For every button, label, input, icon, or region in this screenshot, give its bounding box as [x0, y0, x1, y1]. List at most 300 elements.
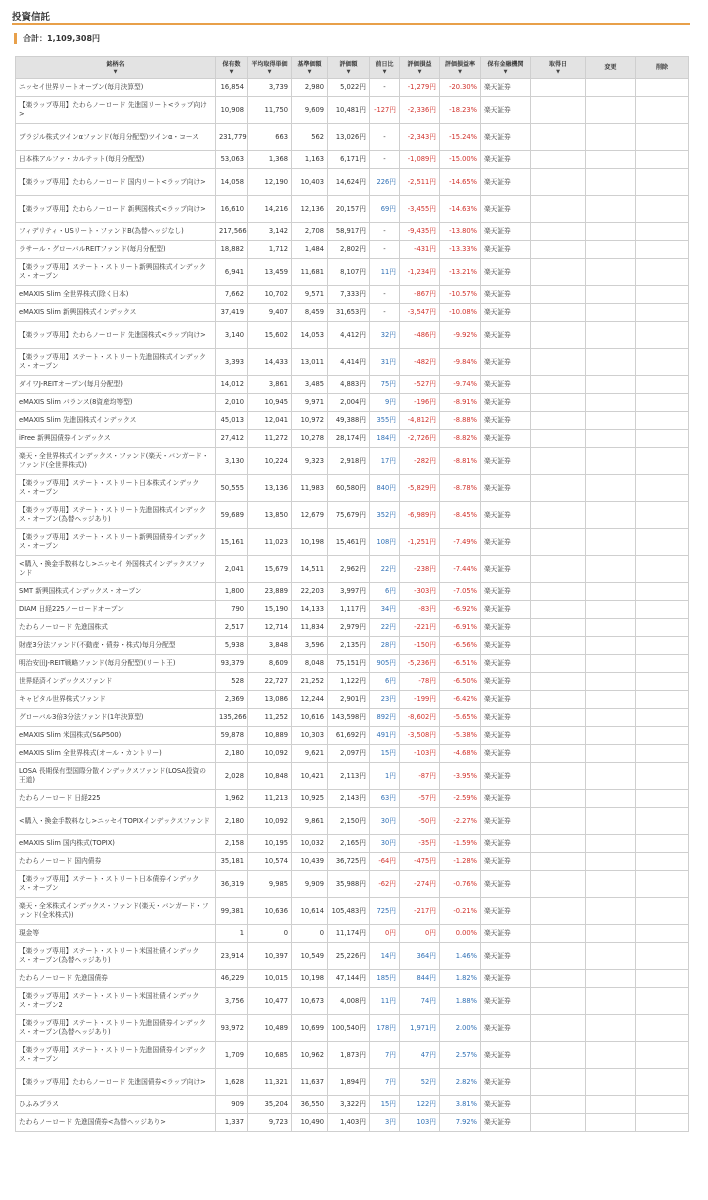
day-change-cell: -: [370, 223, 400, 241]
pl-cell: 844円: [400, 970, 440, 988]
table-row: [16, 394, 689, 412]
quantity-cell: 18,882: [216, 241, 248, 259]
pl-cell: -274円: [400, 871, 440, 898]
quantity-cell: 2,041: [216, 556, 248, 583]
col-header-institution[interactable]: [481, 57, 531, 79]
col-header-day-change[interactable]: [370, 57, 400, 79]
day-change-cell: -: [370, 124, 400, 151]
quantity-cell: 14,012: [216, 376, 248, 394]
nav-cell: 10,032: [292, 835, 328, 853]
day-change-cell: 9円: [370, 394, 400, 412]
value-cell: 36,725円: [328, 853, 370, 871]
day-change-cell: 15円: [370, 745, 400, 763]
col-header-name[interactable]: [16, 57, 216, 79]
day-change-cell: 15円: [370, 1096, 400, 1114]
pl-cell: -238円: [400, 556, 440, 583]
quantity-cell: 231,779: [216, 124, 248, 151]
sort-down-icon[interactable]: ▼: [458, 69, 462, 75]
table-row: [16, 691, 689, 709]
day-change-cell: 63円: [370, 790, 400, 808]
pl-rate-cell: -5.65%: [440, 709, 481, 727]
nav-cell: 10,614: [292, 898, 328, 925]
table-row: [16, 619, 689, 637]
pl-rate-cell: 1.82%: [440, 970, 481, 988]
institution-cell: 楽天証券: [481, 943, 531, 970]
fund-name-cell: 【楽ラップ専用】ステート・ストリート日本債券インデックス・オープン: [16, 871, 216, 898]
nav-cell: 2,708: [292, 223, 328, 241]
delete-cell: [636, 790, 689, 808]
edit-cell: [586, 871, 636, 898]
nav-cell: 1,163: [292, 151, 328, 169]
nav-cell: 10,439: [292, 853, 328, 871]
edit-cell: [586, 286, 636, 304]
fund-name-cell: eMAXIS Slim 国内株式(TOPIX): [16, 835, 216, 853]
day-change-cell: 17円: [370, 448, 400, 475]
pl-cell: -2,511円: [400, 169, 440, 196]
table-row: [16, 286, 689, 304]
fund-name-cell: <購入・換金手数料なし>ニッセイ 外国株式インデックスファンド: [16, 556, 216, 583]
institution-cell: 楽天証券: [481, 637, 531, 655]
col-header-pl-rate[interactable]: [440, 57, 481, 79]
avg-cost-cell: 663: [248, 124, 292, 151]
table-row: [16, 790, 689, 808]
pl-rate-cell: 7.92%: [440, 1114, 481, 1132]
day-change-cell: 22円: [370, 556, 400, 583]
avg-cost-cell: 13,459: [248, 259, 292, 286]
nav-cell: 12,136: [292, 196, 328, 223]
value-cell: 13,026円: [328, 124, 370, 151]
quantity-cell: 3,393: [216, 349, 248, 376]
pl-cell: -9,435円: [400, 223, 440, 241]
pl-rate-cell: 2.00%: [440, 1015, 481, 1042]
avg-cost-cell: 11,023: [248, 529, 292, 556]
fund-name-cell: 財産3分法ファンド(不動産・債券・株式)毎月分配型: [16, 637, 216, 655]
quantity-cell: 93,379: [216, 655, 248, 673]
avg-cost-cell: 3,142: [248, 223, 292, 241]
avg-cost-cell: 22,727: [248, 673, 292, 691]
nav-cell: 10,616: [292, 709, 328, 727]
pl-cell: -199円: [400, 691, 440, 709]
avg-cost-cell: 13,850: [248, 502, 292, 529]
delete-cell: [636, 871, 689, 898]
fund-name-cell: eMAXIS Slim 米国株式(S&P500): [16, 727, 216, 745]
nav-cell: 9,909: [292, 871, 328, 898]
delete-cell: [636, 1015, 689, 1042]
avg-cost-cell: 9,723: [248, 1114, 292, 1132]
day-change-cell: 14円: [370, 943, 400, 970]
institution-cell: 楽天証券: [481, 259, 531, 286]
fund-name-cell: たわらノーロード 先進国債券<為替ヘッジあり>: [16, 1114, 216, 1132]
col-header-value[interactable]: [328, 57, 370, 79]
pl-cell: 0円: [400, 925, 440, 943]
day-change-cell: 1円: [370, 763, 400, 790]
delete-cell: [636, 943, 689, 970]
edit-cell: [586, 655, 636, 673]
value-cell: 3,322円: [328, 1096, 370, 1114]
pl-cell: -57円: [400, 790, 440, 808]
edit-cell: [586, 529, 636, 556]
avg-cost-cell: 10,489: [248, 1015, 292, 1042]
col-header-nav[interactable]: [292, 57, 328, 79]
institution-cell: 楽天証券: [481, 241, 531, 259]
fund-name-cell: ひふみプラス: [16, 1096, 216, 1114]
acquired-date-cell: [531, 430, 586, 448]
pl-rate-cell: -6.42%: [440, 691, 481, 709]
pl-cell: 1,971円: [400, 1015, 440, 1042]
table-row: [16, 151, 689, 169]
acquired-date-cell: [531, 223, 586, 241]
fund-name-cell: <購入・換金手数料なし>ニッセイTOPIXインデックスファンド: [16, 808, 216, 835]
acquired-date-cell: [531, 241, 586, 259]
table-row: [16, 259, 689, 286]
value-cell: 5,022円: [328, 79, 370, 97]
sort-down-icon[interactable]: ▼: [503, 69, 508, 75]
nav-cell: 10,303: [292, 727, 328, 745]
table-row: [16, 304, 689, 322]
avg-cost-cell: 15,190: [248, 601, 292, 619]
pl-cell: -482円: [400, 349, 440, 376]
institution-cell: 楽天証券: [481, 1114, 531, 1132]
table-row: [16, 745, 689, 763]
fund-name-cell: 【楽ラップ専用】たわらノーロード 先進国株式<ラップ向け>: [16, 322, 216, 349]
institution-cell: 楽天証券: [481, 97, 531, 124]
quantity-cell: 27,412: [216, 430, 248, 448]
day-change-cell: 30円: [370, 808, 400, 835]
acquired-date-cell: [531, 583, 586, 601]
day-change-cell: 352円: [370, 502, 400, 529]
pl-rate-cell: -6.51%: [440, 655, 481, 673]
edit-cell: [586, 151, 636, 169]
table-row: [16, 97, 689, 124]
pl-rate-cell: -9.92%: [440, 322, 481, 349]
edit-cell: [586, 475, 636, 502]
avg-cost-cell: 3,739: [248, 79, 292, 97]
fund-name-cell: たわらノーロード 日経225: [16, 790, 216, 808]
day-change-cell: -62円: [370, 871, 400, 898]
col-header-pl[interactable]: [400, 57, 440, 79]
sort-down-icon[interactable]: ▼: [382, 69, 387, 75]
institution-cell: 楽天証券: [481, 223, 531, 241]
pl-rate-cell: -5.38%: [440, 727, 481, 745]
institution-cell: 楽天証券: [481, 1096, 531, 1114]
quantity-cell: 36,319: [216, 871, 248, 898]
acquired-date-cell: [531, 1096, 586, 1114]
fund-name-cell: 楽天・全米株式インデックス・ファンド(楽天・バンガード・ファンド(全米株式)): [16, 898, 216, 925]
institution-cell: 楽天証券: [481, 808, 531, 835]
day-change-cell: 69円: [370, 196, 400, 223]
institution-cell: 楽天証券: [481, 556, 531, 583]
edit-cell: [586, 259, 636, 286]
value-cell: 100,540円: [328, 1015, 370, 1042]
table-row: [16, 637, 689, 655]
institution-cell: 楽天証券: [481, 151, 531, 169]
pl-cell: -2,336円: [400, 97, 440, 124]
institution-cell: 楽天証券: [481, 583, 531, 601]
holdings-table-body: [16, 79, 689, 1132]
fund-name-cell: DIAM 日経225ノーロードオープン: [16, 601, 216, 619]
fund-name-cell: たわらノーロード 先進国株式: [16, 619, 216, 637]
institution-cell: 楽天証券: [481, 79, 531, 97]
value-cell: 11,174円: [328, 925, 370, 943]
pl-rate-cell: -13.21%: [440, 259, 481, 286]
edit-cell: [586, 835, 636, 853]
page-title: 投資信託: [12, 12, 51, 23]
pl-rate-cell: -6.50%: [440, 673, 481, 691]
delete-cell: [636, 1114, 689, 1132]
quantity-cell: 6,941: [216, 259, 248, 286]
institution-cell: 楽天証券: [481, 988, 531, 1015]
pl-rate-cell: -0.76%: [440, 871, 481, 898]
fund-name-cell: 【楽ラップ専用】ステート・ストリート新興国債券インデックス・オープン: [16, 529, 216, 556]
edit-cell: [586, 898, 636, 925]
quantity-cell: 99,381: [216, 898, 248, 925]
delete-cell: [636, 475, 689, 502]
edit-cell: [586, 223, 636, 241]
table-row: [16, 988, 689, 1015]
pl-rate-cell: -1.28%: [440, 853, 481, 871]
edit-cell: [586, 727, 636, 745]
pl-rate-cell: -4.68%: [440, 745, 481, 763]
table-row: [16, 196, 689, 223]
delete-cell: [636, 376, 689, 394]
fund-name-cell: たわらノーロード 国内債券: [16, 853, 216, 871]
quantity-cell: 46,229: [216, 970, 248, 988]
institution-cell: 楽天証券: [481, 430, 531, 448]
edit-cell: [586, 1096, 636, 1114]
fund-name-cell: 【楽ラップ専用】ステート・ストリート先進国株式インデックス・オープン(為替ヘッジあり): [16, 502, 216, 529]
acquired-date-cell: [531, 529, 586, 556]
delete-cell: [636, 97, 689, 124]
delete-cell: [636, 970, 689, 988]
pl-rate-cell: -8.88%: [440, 412, 481, 430]
value-cell: 60,580円: [328, 475, 370, 502]
table-row: [16, 376, 689, 394]
fund-name-cell: 現金等: [16, 925, 216, 943]
avg-cost-cell: 13,086: [248, 691, 292, 709]
acquired-date-cell: [531, 1015, 586, 1042]
fund-name-cell: キャピタル世界株式ファンド: [16, 691, 216, 709]
acquired-date-cell: [531, 475, 586, 502]
pl-cell: -196円: [400, 394, 440, 412]
institution-cell: 楽天証券: [481, 790, 531, 808]
quantity-cell: 2,517: [216, 619, 248, 637]
edit-cell: [586, 619, 636, 637]
col-header-label: 取得日: [548, 61, 567, 68]
value-cell: 47,144円: [328, 970, 370, 988]
pl-cell: -35円: [400, 835, 440, 853]
table-row: [16, 835, 689, 853]
quantity-cell: 528: [216, 673, 248, 691]
col-header-avg-cost[interactable]: [248, 57, 292, 79]
institution-cell: 楽天証券: [481, 349, 531, 376]
day-change-cell: 22円: [370, 619, 400, 637]
acquired-date-cell: [531, 808, 586, 835]
edit-cell: [586, 943, 636, 970]
edit-cell: [586, 925, 636, 943]
col-header-label: 削除: [655, 64, 668, 71]
avg-cost-cell: 11,252: [248, 709, 292, 727]
acquired-date-cell: [531, 673, 586, 691]
acquired-date-cell: [531, 349, 586, 376]
nav-cell: 21,252: [292, 673, 328, 691]
quantity-cell: 35,181: [216, 853, 248, 871]
value-cell: 58,917円: [328, 223, 370, 241]
day-change-cell: 184円: [370, 430, 400, 448]
day-change-cell: 725円: [370, 898, 400, 925]
table-row: [16, 709, 689, 727]
table-row: [16, 556, 689, 583]
pl-rate-cell: -1.59%: [440, 835, 481, 853]
nav-cell: 9,323: [292, 448, 328, 475]
delete-cell: [636, 349, 689, 376]
edit-cell: [586, 430, 636, 448]
sort-down-icon[interactable]: ▼: [113, 69, 118, 75]
col-header-delete: [636, 57, 689, 79]
table-row: [16, 1015, 689, 1042]
acquired-date-cell: [531, 304, 586, 322]
delete-cell: [636, 259, 689, 286]
sort-down-icon[interactable]: ▼: [417, 69, 422, 75]
sort-down-icon[interactable]: ▼: [556, 69, 560, 75]
acquired-date-cell: [531, 79, 586, 97]
pl-cell: -2,726円: [400, 430, 440, 448]
acquired-date-cell: [531, 412, 586, 430]
delete-cell: [636, 655, 689, 673]
avg-cost-cell: 10,848: [248, 763, 292, 790]
pl-rate-cell: 0.00%: [440, 925, 481, 943]
edit-cell: [586, 1042, 636, 1069]
institution-cell: 楽天証券: [481, 835, 531, 853]
fund-name-cell: ラサール・グローバルREITファンド(毎月分配型): [16, 241, 216, 259]
institution-cell: 楽天証券: [481, 970, 531, 988]
table-row: [16, 1042, 689, 1069]
value-cell: 3,997円: [328, 583, 370, 601]
edit-cell: [586, 970, 636, 988]
quantity-cell: 16,610: [216, 196, 248, 223]
edit-cell: [586, 1015, 636, 1042]
acquired-date-cell: [531, 1069, 586, 1096]
nav-cell: 11,983: [292, 475, 328, 502]
fund-name-cell: ダイワJ-REITオープン(毎月分配型): [16, 376, 216, 394]
sort-down-icon[interactable]: ▼: [307, 69, 312, 75]
pl-cell: 122円: [400, 1096, 440, 1114]
delete-cell: [636, 583, 689, 601]
table-row: [16, 1096, 689, 1114]
pl-cell: -303円: [400, 583, 440, 601]
edit-cell: [586, 673, 636, 691]
table-row: [16, 412, 689, 430]
sort-down-icon[interactable]: ▼: [346, 69, 351, 75]
pl-rate-cell: -6.92%: [440, 601, 481, 619]
avg-cost-cell: 23,889: [248, 583, 292, 601]
value-cell: 4,412円: [328, 322, 370, 349]
delete-cell: [636, 808, 689, 835]
day-change-cell: 31円: [370, 349, 400, 376]
day-change-cell: -: [370, 304, 400, 322]
day-change-cell: 34円: [370, 601, 400, 619]
quantity-cell: 1,962: [216, 790, 248, 808]
avg-cost-cell: 11,213: [248, 790, 292, 808]
delete-cell: [636, 673, 689, 691]
pl-rate-cell: -9.84%: [440, 349, 481, 376]
pl-rate-cell: -6.56%: [440, 637, 481, 655]
sort-down-icon[interactable]: ▼: [229, 69, 234, 75]
value-cell: 2,113円: [328, 763, 370, 790]
sort-down-icon[interactable]: ▼: [267, 69, 272, 75]
pl-cell: -3,508円: [400, 727, 440, 745]
col-header-quantity[interactable]: [216, 57, 248, 79]
edit-cell: [586, 97, 636, 124]
nav-cell: 12,679: [292, 502, 328, 529]
fund-name-cell: eMAXIS Slim バランス(8資産均等型): [16, 394, 216, 412]
nav-cell: 9,971: [292, 394, 328, 412]
pl-rate-cell: -0.21%: [440, 898, 481, 925]
edit-cell: [586, 988, 636, 1015]
edit-cell: [586, 394, 636, 412]
pl-rate-cell: -20.30%: [440, 79, 481, 97]
delete-cell: [636, 835, 689, 853]
pl-rate-cell: -3.95%: [440, 763, 481, 790]
fund-name-cell: 日本株アルファ・カルテット(毎月分配型): [16, 151, 216, 169]
delete-cell: [636, 502, 689, 529]
nav-cell: 0: [292, 925, 328, 943]
value-cell: 4,414円: [328, 349, 370, 376]
col-header-label: 保有数: [222, 61, 241, 68]
table-row: [16, 673, 689, 691]
delete-cell: [636, 529, 689, 556]
acquired-date-cell: [531, 322, 586, 349]
delete-cell: [636, 196, 689, 223]
acquired-date-cell: [531, 502, 586, 529]
acquired-date-cell: [531, 259, 586, 286]
institution-cell: 楽天証券: [481, 673, 531, 691]
total-amount: 合計：1,109,308円: [14, 33, 100, 44]
value-cell: 105,483円: [328, 898, 370, 925]
col-header-acquired-date[interactable]: [531, 57, 586, 79]
avg-cost-cell: 10,889: [248, 727, 292, 745]
pl-cell: -527円: [400, 376, 440, 394]
institution-cell: 楽天証券: [481, 853, 531, 871]
institution-cell: 楽天証券: [481, 475, 531, 502]
delete-cell: [636, 394, 689, 412]
avg-cost-cell: 10,224: [248, 448, 292, 475]
nav-cell: 10,925: [292, 790, 328, 808]
pl-rate-cell: -2.59%: [440, 790, 481, 808]
delete-cell: [636, 619, 689, 637]
table-row: [16, 475, 689, 502]
institution-cell: 楽天証券: [481, 1042, 531, 1069]
acquired-date-cell: [531, 376, 586, 394]
value-cell: 25,226円: [328, 943, 370, 970]
day-change-cell: 892円: [370, 709, 400, 727]
value-cell: 14,624円: [328, 169, 370, 196]
quantity-cell: 59,878: [216, 727, 248, 745]
col-header-label: 銘柄名: [106, 61, 125, 68]
value-cell: 75,679円: [328, 502, 370, 529]
institution-cell: 楽天証券: [481, 1069, 531, 1096]
pl-cell: -486円: [400, 322, 440, 349]
edit-cell: [586, 556, 636, 583]
value-cell: 2,097円: [328, 745, 370, 763]
fund-name-cell: eMAXIS Slim 新興国株式インデックス: [16, 304, 216, 322]
pl-cell: -8,602円: [400, 709, 440, 727]
quantity-cell: 1,337: [216, 1114, 248, 1132]
acquired-date-cell: [531, 898, 586, 925]
avg-cost-cell: 3,861: [248, 376, 292, 394]
fund-name-cell: eMAXIS Slim 全世界株式(除く日本): [16, 286, 216, 304]
col-header-label: 評価額: [339, 61, 358, 68]
day-change-cell: 7円: [370, 1069, 400, 1096]
